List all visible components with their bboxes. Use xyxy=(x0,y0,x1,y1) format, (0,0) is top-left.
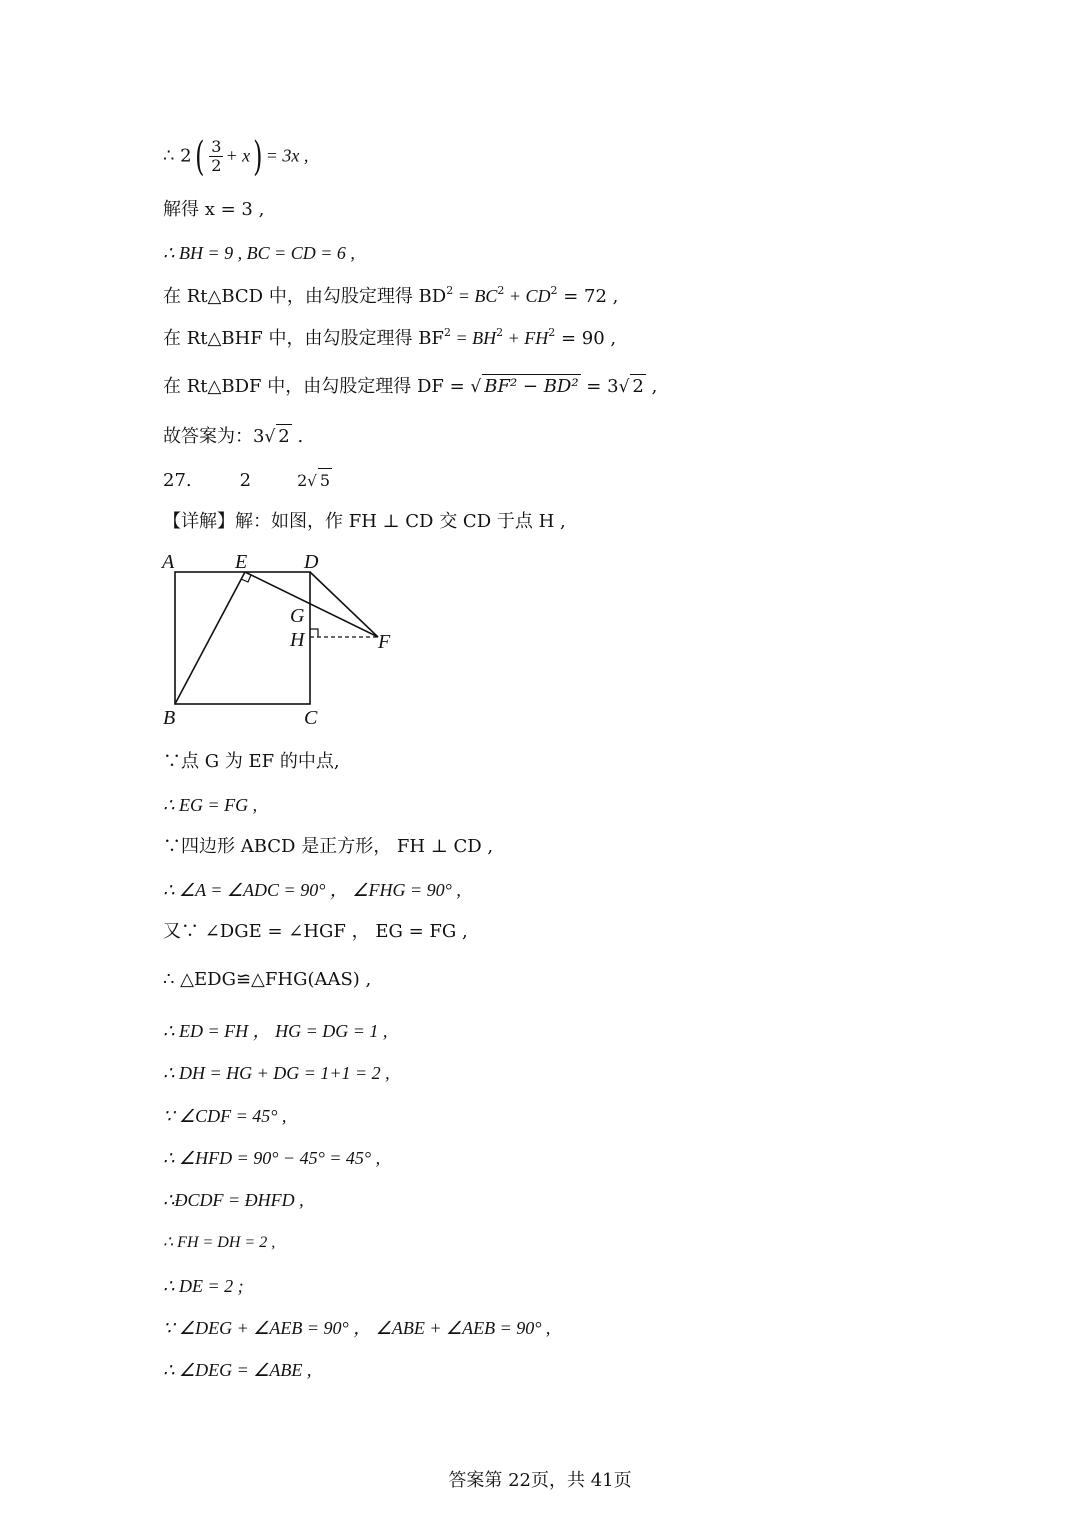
eq-line-4-mid1: = BC xyxy=(453,286,498,306)
proof-line-9: ∵ ∠CDF = 45° , xyxy=(163,1106,287,1126)
eq-line-5-mid1: = BH xyxy=(450,328,497,348)
proof-line-3: ∵四边形 ABCD 是正方形， FH ⊥ CD , xyxy=(163,836,494,857)
eq-line-4-pre: 在 Rt△BCD 中，由勾股定理得 BD xyxy=(163,286,447,307)
right-paren: ) xyxy=(253,133,263,180)
eq-line-5-mid2: + FH xyxy=(503,328,549,348)
eq-line-4: 在 Rt△BCD 中，由勾股定理得 $BD^2 = BC^2 + CD^2 = 72$ , xyxy=(163,284,619,307)
fraction-numerator: 3 xyxy=(211,137,222,156)
segment-df xyxy=(310,572,378,637)
fraction xyxy=(209,138,223,175)
proof-line-7: ∴ ED = FH ， HG = DG = 1 , xyxy=(163,1021,388,1041)
eq-line-5: 在 Rt△BHF 中，由勾股定理得 $BF^2 = BH^2 + FH^2 = 90$ , xyxy=(163,326,617,349)
eq-line-6-pre: 在 Rt△BDF 中，由勾股定理得 DF = xyxy=(163,376,471,397)
proof-line-2: ∴ EG = FG , xyxy=(163,795,258,815)
label-b: B xyxy=(163,707,176,729)
question-number: 27. xyxy=(163,470,192,491)
eq-line-7 xyxy=(163,424,303,449)
left-paren: ( xyxy=(194,133,205,180)
proof-line-13: ∴ DE = 2 ; xyxy=(163,1276,244,1296)
eq-line-7-radicand: 2 xyxy=(278,426,290,447)
eq-line-1-pre: ∴ 2 xyxy=(163,145,192,167)
answer-2-radicand: 5 xyxy=(318,468,332,493)
eq-line-6-radicand-2: 2 xyxy=(632,376,644,397)
sqrt-sign-3: √ xyxy=(264,427,276,447)
eq-line-7-pre: 故答案为：3 xyxy=(163,426,265,447)
eq-line-4-mid2: + CD xyxy=(504,286,551,306)
eq-line-1 xyxy=(163,133,309,180)
sqrt-sign-4: √ xyxy=(307,472,317,490)
eq-line-2: 解得 x = 3 , xyxy=(163,199,265,220)
eq-line-5-post: = 90 , xyxy=(555,328,617,349)
eq-line-1-mid: + x xyxy=(225,145,251,166)
page-footer: 答案第 22页，共 41页 xyxy=(448,1470,632,1491)
geometry-diagram xyxy=(160,548,410,733)
label-d: D xyxy=(304,551,319,573)
sqrt-sign: √ xyxy=(470,377,482,397)
label-g: G xyxy=(290,605,305,627)
proof-line-10: ∴ ∠HFD = 90° − 45° = 45° , xyxy=(163,1148,381,1168)
label-f: F xyxy=(378,631,391,653)
segment-ef xyxy=(245,572,378,637)
label-h: H xyxy=(290,629,305,651)
eq-line-3: ∴ BH = 9 , BC = CD = 6 , xyxy=(163,243,355,263)
fraction-denominator: 2 xyxy=(211,156,222,175)
answer-2-coef: 2 xyxy=(297,471,308,490)
proof-line-14: ∵ ∠DEG + ∠AEB = 90° ， ∠ABE + ∠AEB = 90° , xyxy=(163,1318,551,1338)
proof-line-8: ∴ DH = HG + DG = 1+1 = 2 , xyxy=(163,1063,390,1083)
proof-line-6: ∴ △EDG≌△FHG(AAS) , xyxy=(163,969,372,990)
label-a: A xyxy=(162,551,175,573)
sqrt-sign-2: √ xyxy=(618,377,630,397)
eq-line-6-end: , xyxy=(645,376,658,397)
eq-line-6-radicand: BF² − BD² xyxy=(484,376,579,397)
proof-line-5: 又∵ ∠DGE = ∠HGF ， EG = FG , xyxy=(163,921,468,942)
proof-line-15: ∴ ∠DEG = ∠ABE , xyxy=(163,1360,312,1380)
proof-line-4: ∴ ∠A = ∠ADC = 90° ， ∠FHG = 90° , xyxy=(163,880,461,900)
eq-line-6 xyxy=(163,374,657,399)
question-27-header xyxy=(163,468,332,493)
detail-intro: 【详解】解：如图，作 FH ⊥ CD 交 CD 于点 H , xyxy=(163,511,566,532)
eq-line-1-post: = 3x , xyxy=(265,145,309,166)
eq-line-6-post: = 3 xyxy=(580,376,619,397)
label-c: C xyxy=(304,707,318,729)
proof-line-11: ∴ÐCDF = ÐHFD , xyxy=(163,1190,304,1210)
proof-line-1: ∵点 G 为 EF 的中点, xyxy=(163,751,340,772)
proof-line-12: ∴ FH = DH = 2 , xyxy=(163,1234,276,1251)
answer-1: 2 xyxy=(239,470,252,491)
eq-line-4-post: = 72 , xyxy=(557,286,619,307)
eq-line-7-end: . xyxy=(291,426,304,447)
segment-be xyxy=(175,572,245,704)
right-angle-mark-h xyxy=(310,629,318,637)
eq-line-5-pre: 在 Rt△BHF 中，由勾股定理得 BF xyxy=(163,328,444,349)
label-e: E xyxy=(235,551,248,573)
